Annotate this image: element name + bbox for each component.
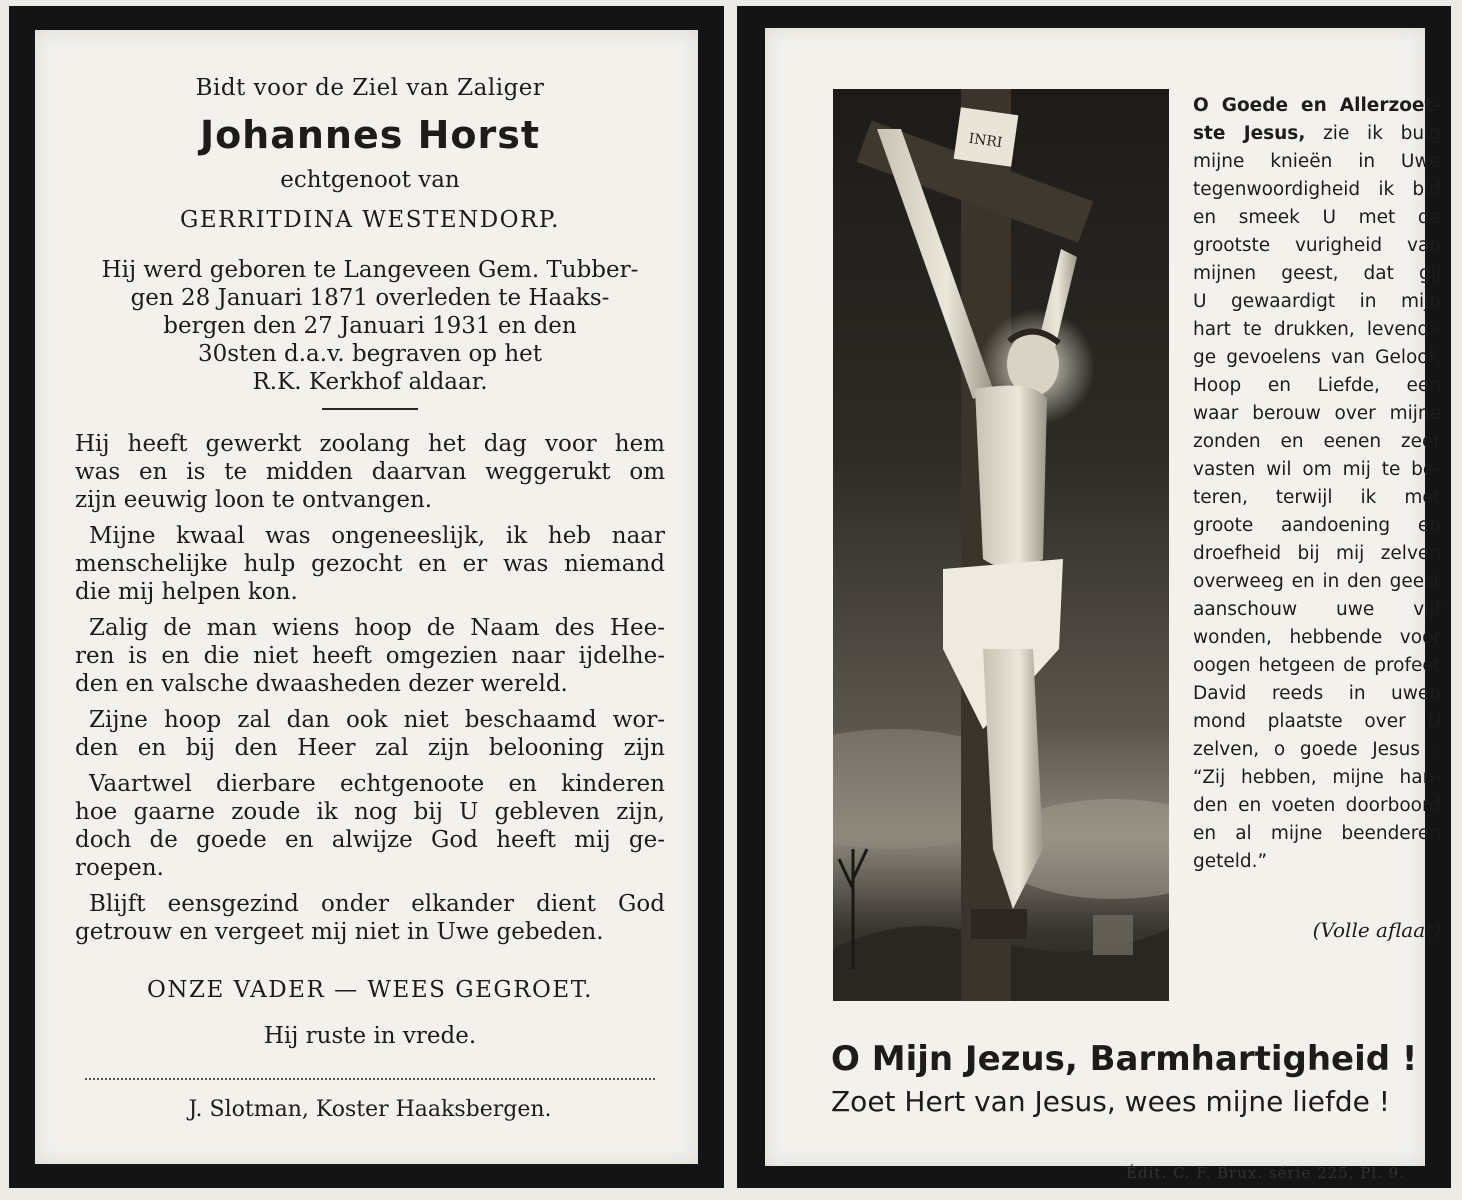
- spouse-label: echtgenoot van: [280, 167, 460, 193]
- paragraph-line: Hij heeft gewerkt zoolang het dag voor hem: [75, 431, 665, 457]
- prayer-line: en smeek U met de: [1193, 207, 1441, 228]
- prayer-line: mijnen geest, dat gij: [1193, 263, 1441, 284]
- card-paper: [35, 30, 698, 1164]
- paragraph-line: menschelijke hulp gezocht en er was niemand: [75, 551, 665, 577]
- prayer-line: O Goede en Allerzoet-: [1193, 95, 1441, 116]
- paragraph-line: ren is en die niet heeft omgezien naar ijdelhe-: [75, 643, 665, 669]
- prayer-line: grootste vurigheid van: [1193, 235, 1441, 256]
- paragraph-line: Mijne kwaal was ongeneeslijk, ik heb naar: [89, 523, 665, 549]
- paragraph-line: die mij helpen kon.: [75, 579, 298, 605]
- paragraph: [75, 890, 665, 946]
- prayer-text: [1193, 92, 1441, 876]
- prayer-line: groote aandoening en: [1193, 515, 1441, 536]
- paragraph: [75, 614, 665, 698]
- prayer-line: tegenwoordigheid ik bid: [1193, 179, 1441, 200]
- paragraph-line: Vaartwel dierbare echtgenoote en kinderen: [89, 771, 665, 797]
- prayer-line: ge gevoelens van Geloof,: [1193, 347, 1441, 368]
- prayers-line: ONZE VADER — WEES GEGROET.: [147, 977, 593, 1003]
- prayer-line: oogen hetgeen de profeet: [1193, 655, 1441, 676]
- prayer-line: en al mijne beenderen: [1193, 823, 1441, 844]
- prayer-line: ste Jesus, zie ik buig: [1193, 123, 1441, 144]
- prayer-line: U gewaardigt in mijn: [1193, 291, 1441, 312]
- paragraph: [75, 770, 665, 882]
- paragraph: [75, 522, 665, 606]
- divider: [322, 408, 418, 410]
- bio-line: 30sten d.a.v. begraven op het: [197, 341, 543, 367]
- memorial-card-front: [9, 6, 724, 1188]
- paragraph-line: hoe gaarne zoude ik nog bij U gebleven zijn,: [75, 799, 665, 825]
- invocation: Bidt voor de Ziel van Zaliger: [195, 75, 545, 101]
- prayer-line: teren, terwijl ik met: [1193, 487, 1441, 508]
- exclamation-mercy: O Mijn Jezus, Barmhartigheid !: [831, 1039, 1418, 1079]
- prayer-line: zonden en eenen zeer: [1193, 431, 1441, 452]
- prayer-line: mond plaatste over U: [1193, 711, 1441, 732]
- paragraph-line: Zalig de man wiens hoop de Naam des Hee-: [89, 615, 665, 641]
- prayer-line: geteld.”: [1193, 851, 1268, 872]
- biography: [75, 256, 665, 396]
- spouse-name: GERRITDINA WESTENDORP.: [180, 207, 560, 233]
- paragraph-line: Zijne hoop zal dan ook niet beschaamd wor-: [89, 707, 665, 733]
- paragraph: [75, 430, 665, 514]
- bio-line: bergen den 27 Januari 1931 en den: [163, 313, 577, 339]
- prayer-line: waar berouw over mijne: [1193, 403, 1441, 424]
- prayer-line: vasten wil om mij te be-: [1193, 459, 1441, 480]
- card-paper: [765, 28, 1441, 1182]
- paragraph-line: doch de goede en alwijze God heeft mij ge-: [75, 827, 665, 853]
- bio-line: gen 28 Januari 1871 overleden te Haaks-: [130, 285, 610, 311]
- card-text-block: [75, 74, 665, 1124]
- rest-in-peace: Hij ruste in vrede.: [263, 1023, 477, 1049]
- prayer-line: wonden, hebbende voor: [1193, 627, 1441, 648]
- dotted-divider: [85, 1078, 655, 1080]
- paragraph: [75, 706, 665, 762]
- paragraph-line: getrouw en vergeet mij niet in Uwe gebeden.: [75, 919, 604, 945]
- paragraph-line: den en valsche dwaasheden dezer wereld.: [75, 671, 568, 697]
- prayer-line: hart te drukken, levendi-: [1193, 319, 1441, 340]
- edition-credit: Édit. C. F. Brux. série 225, Pl. 9.: [1126, 1164, 1405, 1182]
- crucifixion-image: [833, 89, 1169, 1001]
- paragraph-line: roepen.: [75, 855, 164, 881]
- bio-line: Hij werd geboren te Langeveen Gem. Tubber-: [101, 257, 639, 283]
- inri-label: INRI: [967, 130, 1004, 152]
- paragraph-line: was en is te midden daarvan weggerukt om: [75, 459, 665, 485]
- paragraph-line: Blijft eensgezind onder elkander dient God: [89, 891, 665, 917]
- prayer-line: aanschouw uwe vijf: [1193, 599, 1441, 620]
- deceased-name: Johannes Horst: [199, 113, 541, 157]
- indulgence-note: (Volle aflaat): [1312, 918, 1441, 942]
- prayer-line: den en voeten doorboord: [1193, 795, 1441, 816]
- prayer-line: zelven, o goede Jesus :: [1193, 739, 1441, 760]
- prayer-line: “Zij hebben, mijne han-: [1193, 767, 1441, 788]
- memorial-card-back: [737, 6, 1451, 1188]
- prayer-line: overweeg en in den geest: [1193, 571, 1441, 592]
- paragraph-line: den en bij den Heer zal zijn belooning zijn: [75, 735, 665, 761]
- bio-line: R.K. Kerkhof aldaar.: [252, 369, 488, 395]
- prayer-line: Hoop en Liefde, een: [1193, 375, 1441, 396]
- exclamation-sacred-heart: Zoet Hert van Jesus, wees mijne liefde !: [831, 1085, 1390, 1118]
- prayer-line: mijne knieën in Uwe: [1193, 151, 1441, 172]
- prayer-line: droefheid bij mij zelven: [1193, 543, 1441, 564]
- printer-credit: J. Slotman, Koster Haaksbergen.: [188, 1097, 552, 1122]
- prayer-line: David reeds in uwen: [1193, 683, 1441, 704]
- paragraph-line: zijn eeuwig loon te ontvangen.: [75, 487, 433, 513]
